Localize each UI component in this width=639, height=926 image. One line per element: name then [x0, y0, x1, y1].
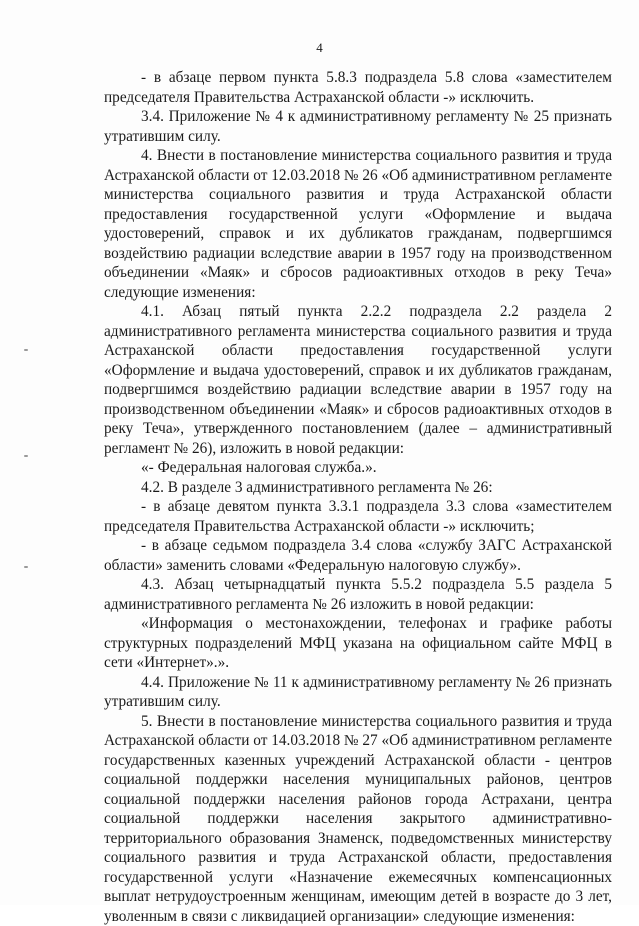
scan-mark	[24, 566, 28, 568]
paragraph: «Информация о местонахождении, телефонах и графике работы структурных подразделений МФЦ указана на официальном сайте МФЦ в сети «Интернет».».	[104, 614, 612, 673]
body-text	[104, 68, 612, 926]
paragraph: 4.2. В разделе 3 административного регламента № 26:	[104, 478, 612, 498]
paragraph: 4.1. Абзац пятый пункта 2.2.2 подраздела 2.2 раздела 2 административного регламента министерства социального развития и труда Астраханской области предоставления государственной услуги «Оформление и выдача удостоверений, справок и их дубликатов гражданам, подвергшимся воздействию радиации вследствие аварии в 1957 году на производственном объединении «Маяк» и сбросов радиоактивных отходов в реку Теча», утвержденного постановлением (далее – административный регламент № 26), изложить в новой редакции:	[104, 302, 612, 458]
paragraph: 4.4. Приложение № 11 к административному регламенту № 26 признать утратившим силу.	[104, 673, 612, 712]
scan-mark	[24, 455, 28, 457]
paragraph: - в абзаце девятом пункта 3.3.1 подраздела 3.3 слова «заместителем председателя Правительства Астраханской области -» исключить;	[104, 497, 612, 536]
scan-mark	[24, 349, 28, 351]
page-number: 4	[0, 40, 639, 56]
paragraph: 4. Внести в постановление министерства социального развития и труда Астраханской области от 12.03.2018 № 26 «Об административном регламенте министерства социального развития и труда Астраханской области предоставления государственной услуги «Оформление и выдача удостоверений, справок и их дубликатов гражданам, подвергшимся воздействию радиации вследствие аварии в 1957 году на производственном объединении «Маяк» и сбросов радиоактивных отходов в реку Теча» следующие изменения:	[104, 146, 612, 302]
paragraph: 5. Внести в постановление министерства социального развития и труда Астраханской области от 14.03.2018 № 27 «Об административном регламенте государственных казенных учреждений Астраханской области - центров социальной поддержки населения муниципальных районов, центров социальной поддержки населения районов города Астрахани, центра социальной поддержки населения закрытого административно-территориального образования Знаменск, подведомственных министерству социального развития и труда Астраханской области, предоставления государственной услуги «Назначение ежемесячных компенсационных выплат нетрудоустроенным женщинам, имеющим детей в возрасте до 3 лет, уволенным в связи с ликвидацией организации» следующие изменения:	[104, 712, 612, 926]
paragraph: - в абзаце седьмом подраздела 3.4 слова «службу ЗАГС Астраханской области» заменить словами «Федеральную налоговую службу».	[104, 536, 612, 575]
paragraph: «- Федеральная налоговая служба.».	[104, 458, 612, 478]
paragraph: - в абзаце первом пункта 5.8.3 подраздела 5.8 слова «заместителем председателя Правительства Астраханской области -» исключить.	[104, 68, 612, 107]
paragraph: 3.4. Приложение № 4 к административному регламенту № 25 признать утратившим силу.	[104, 107, 612, 146]
paragraph: 4.3. Абзац четырнадцатый пункта 5.5.2 подраздела 5.5 раздела 5 административного регламента № 26 изложить в новой редакции:	[104, 575, 612, 614]
